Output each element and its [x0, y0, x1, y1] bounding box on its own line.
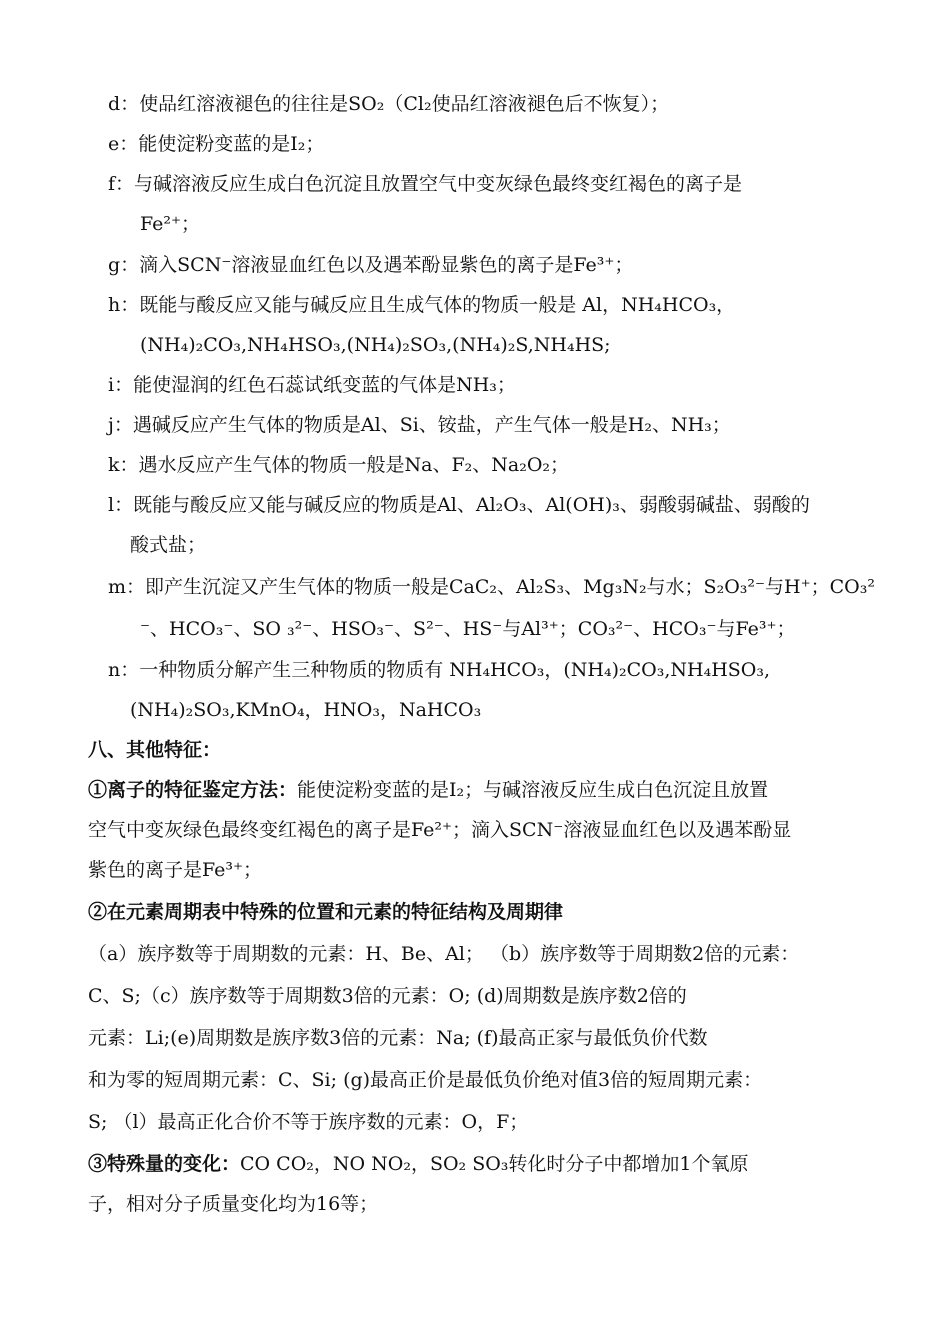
- para-periodic-table-line2: C、S;（c）族序数等于周期数3倍的元素：O; (d)周期数是族序数2倍的: [88, 985, 687, 1007]
- item-h-line2: (NH₄)₂CO₃,NH₄HSO₃,(NH₄)₂SO₃,(NH₄)₂S,NH₄HS;: [140, 334, 611, 356]
- para-periodic-table-line4: 和为零的短周期元素：C、Si; (g)最高正价是最低负价绝对值3倍的短周期元素：: [88, 1069, 763, 1091]
- item-e: e：能使淀粉变蓝的是I₂；: [108, 133, 325, 155]
- para-special-quantity-line1: [88, 1152, 749, 1176]
- item-f-line1: f：与碱溶液反应生成白色沉淀且放置空气中变灰绿色最终变红褐色的离子是: [108, 173, 743, 195]
- item-m-line1: m：即产生沉淀又产生气体的物质一般是CaC₂、Al₂S₃、Mg₃N₂与水；S₂O₃²⁻与H⁺；CO₃²: [108, 576, 875, 598]
- item-m-line2: ⁻、HCO₃⁻、SO ₃²⁻、HSO₃⁻、S²⁻、HS⁻与Al³⁺；CO₃²⁻、HCO₃⁻与Fe³⁺；: [140, 618, 796, 640]
- para-periodic-table-line1: （a）族序数等于周期数的元素：H、Be、Al； （b）族序数等于周期数2倍的元素：: [88, 943, 800, 965]
- item-h-line1: h：既能与酸反应又能与碱反应且生成气体的物质一般是 Al，NH₄HCO₃，: [108, 294, 736, 316]
- para-ion-identification-line2: 空气中变灰绿色最终变红褐色的离子是Fe²⁺；滴入SCN⁻溶液显血红色以及遇苯酚显: [88, 819, 792, 841]
- para-special-quantity-heading: ③特殊量的变化：: [88, 1153, 241, 1175]
- para-ion-identification-heading: ①离子的特征鉴定方法：: [88, 779, 298, 801]
- item-d: d：使品红溶液褪色的往往是SO₂（Cl₂使品红溶液褪色后不恢复）；: [108, 93, 670, 115]
- item-j: j：遇碱反应产生气体的物质是Al、Si、铵盐，产生气体一般是H₂、NH₃；: [108, 414, 731, 436]
- para-periodic-table-line5: S; （l）最高正化合价不等于族序数的元素：O，F；: [88, 1111, 529, 1133]
- para-periodic-table-heading: ②在元素周期表中特殊的位置和元素的特征结构及周期律: [88, 901, 564, 923]
- item-g: g：滴入SCN⁻溶液显血红色以及遇苯酚显紫色的离子是Fe³⁺；: [108, 254, 634, 276]
- section-8-heading: 八、其他特征：: [88, 739, 222, 761]
- para-ion-identification-line3: 紫色的离子是Fe³⁺；: [88, 859, 263, 881]
- para-ion-identification-text: 能使淀粉变蓝的是I₂；与碱溶液反应生成白色沉淀且放置: [297, 779, 769, 801]
- para-special-quantity-line2: 子，相对分子质量变化均为16等；: [88, 1193, 379, 1215]
- item-k: k：遇水反应产生气体的物质一般是Na、F₂、Na₂O₂；: [108, 454, 570, 476]
- item-f-line2: Fe²⁺；: [140, 213, 201, 235]
- para-periodic-table-line3: 元素：Li;(e)周期数是族序数3倍的元素：Na; (f)最高正家与最低负价代数: [88, 1027, 708, 1049]
- para-ion-identification-line1: [88, 778, 768, 802]
- item-l-line1: l：既能与酸反应又能与碱反应的物质是Al、Al₂O₃、Al(OH)₃、弱酸弱碱盐、弱酸的: [108, 494, 810, 516]
- item-n-line1: n：一种物质分解产生三种物质的物质有 NH₄HCO₃，(NH₄)₂CO₃,NH₄HSO₃,: [108, 659, 771, 681]
- para-special-quantity-text: CO CO₂，NO NO₂，SO₂ SO₃转化时分子中都增加1个氧原: [240, 1153, 749, 1175]
- item-l-line2: 酸式盐；: [130, 534, 207, 556]
- item-n-line2: (NH₄)₂SO₃,KMnO₄，HNO₃，NaHCO₃: [130, 699, 482, 721]
- item-i: i：能使湿润的红色石蕊试纸变蓝的气体是NH₃；: [108, 374, 516, 396]
